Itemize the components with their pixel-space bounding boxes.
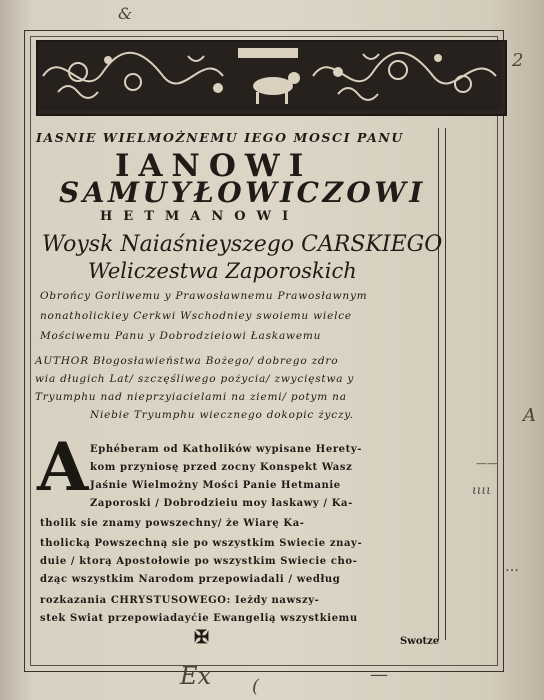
- dedication-line-3: SAMUYŁOWICZOWI: [59, 176, 426, 209]
- woodcut-headpiece: [36, 40, 507, 116]
- marginal-note-2: ιιιι: [472, 483, 491, 497]
- body-line-2: kom przyniosę przed zocny Konspekt Wasz: [90, 462, 353, 473]
- dedication-line-5: Woysk Naiaśnieyszego CARSKIEGO: [42, 232, 443, 257]
- marginal-note-right: A: [523, 405, 536, 426]
- author-line-3: Tryumphu nad nieprzyiacielami na ziemi/ potym na: [35, 391, 347, 403]
- dedication-line-4: HETMANOWI: [100, 209, 300, 224]
- marginal-note-3: …: [505, 559, 519, 575]
- dedication-line-6: Weliczestwa Zaporoskich: [88, 259, 357, 283]
- body-line-3: Jaśnie Wielmożny Mości Panie Hetmanie: [90, 480, 341, 491]
- author-line-1: AUTHOR Błogosławieństwa Bożego/ dobrego zdro: [35, 355, 339, 367]
- cross-ornament-icon: ✠: [194, 627, 210, 648]
- body-line-8: dząc wszystkim Narodom przepowiadali / według: [40, 574, 341, 585]
- author-line-4: Niebie Tryumphu wiecznego dokopic życzy.: [90, 409, 354, 421]
- marginal-note-top-left: &: [118, 4, 133, 23]
- dedication-line-2: IANOWI: [115, 148, 313, 184]
- body-line-10: stek Swiat przepowiadayćie Ewangelią wszystkiemu: [40, 613, 358, 624]
- dedication-line-9: Mościwemu Panu y Dobrodzieiowi Łaskawemu: [40, 330, 322, 342]
- vertical-rule: [438, 128, 439, 640]
- body-line-6: tholicką Powszechną sie po wszystkim Swiecie znay-: [40, 538, 363, 549]
- body-line-4: Zaporoski / Dobrodzieiu moy łaskawy / Ka-: [90, 498, 353, 509]
- body-line-1: Ephéberam od Katholików wypisane Herety-: [90, 444, 363, 455]
- drop-cap: A: [37, 428, 89, 506]
- body-line-9: rozkazania CHRYSTUSOWEGO: Ieżdy nawszy-: [40, 595, 320, 606]
- dedication-line-8: nonatholickiey Cerkwi Wschodniey swoiemu wielce: [40, 310, 352, 322]
- marginal-note-top-right: 2: [512, 50, 524, 71]
- body-line-7: duie / ktorą Apostołowie po wszystkim Swiecie cho-: [40, 556, 358, 567]
- handwritten-mark-2: —: [370, 664, 388, 685]
- marginal-note-1: ——: [476, 457, 498, 470]
- body-line-5: tholik sie znamy powszechny/ że Wiarę Ka-: [40, 518, 305, 529]
- handwritten-mark: (: [252, 676, 260, 697]
- vertical-rule-outer: [445, 128, 446, 640]
- dedication-line-7: Obrońcy Gorliwemu y Prawosławnemu Prawosławnym: [40, 290, 368, 302]
- author-line-2: wia długich Lat/ szczęśliwego pożycia/ zwycięstwa y: [35, 373, 355, 385]
- handwritten-ex: Ex: [180, 662, 212, 690]
- catchword: Swotze: [400, 636, 440, 647]
- dedication-line-1: IASNIE WIELMOŻNEMU IEGO MOSCI PANU: [36, 130, 404, 145]
